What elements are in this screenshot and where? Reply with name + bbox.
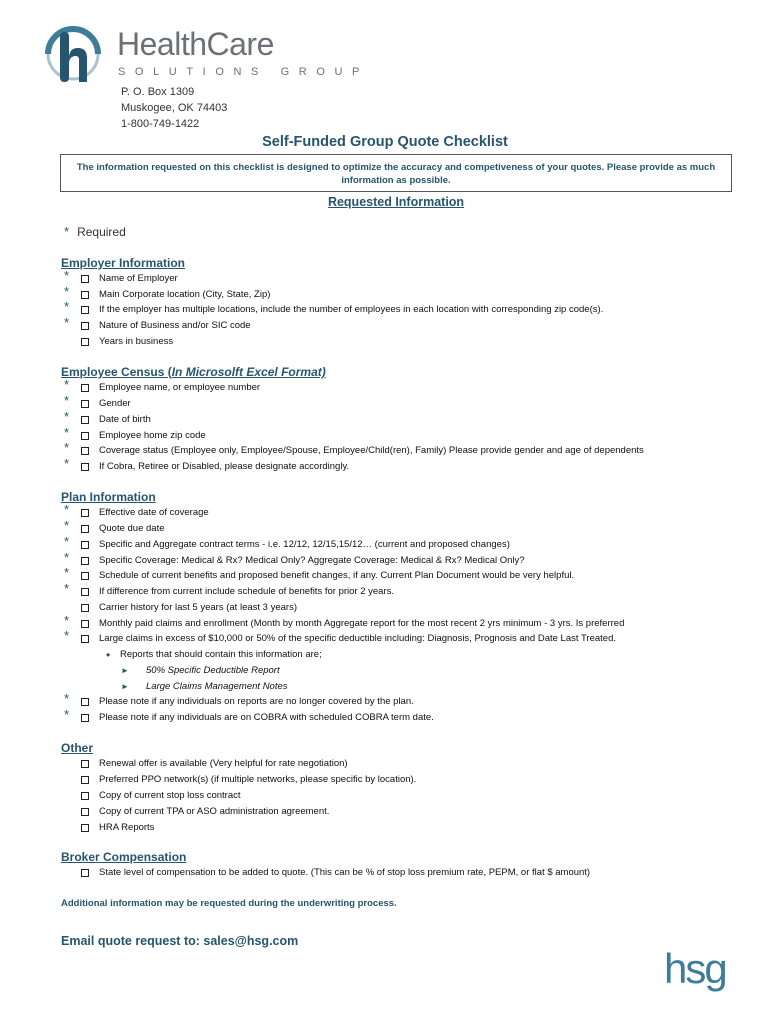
section-other: Other: [61, 741, 94, 755]
checkbox[interactable]: [81, 760, 89, 768]
checklist-item: Years in business: [0, 334, 770, 350]
checklist-item: * Specific Coverage: Medical & Rx? Medical Only? Aggregate Coverage: Medical & Rx? Medical Only?: [64, 550, 525, 566]
arrow-right-icon: ►: [121, 682, 129, 691]
checkbox[interactable]: [81, 541, 89, 549]
additional-info-note: Additional information may be requested during the underwriting process.: [61, 898, 397, 909]
checkbox[interactable]: [81, 525, 89, 533]
checklist-item: * Nature of Business and/or SIC code: [64, 315, 251, 331]
checkbox[interactable]: [81, 808, 89, 816]
required-asterisk: *: [64, 409, 70, 424]
required-asterisk: *: [64, 393, 70, 408]
checkbox[interactable]: [81, 509, 89, 517]
required-asterisk: *: [64, 691, 70, 706]
checklist-item: * Schedule of current benefits and proposed benefit changes, if any. Current Plan Document would be very helpful.: [64, 565, 575, 581]
required-asterisk: *: [64, 268, 70, 283]
checkbox[interactable]: [81, 400, 89, 408]
section-employer-information: Employer Information: [61, 256, 186, 270]
checklist-item: HRA Reports: [0, 820, 770, 836]
checklist-item: * Please note if any individuals on reports are no longer covered by the plan.: [64, 691, 414, 707]
required-asterisk: *: [64, 565, 70, 580]
checkbox[interactable]: [81, 463, 89, 471]
page-title: Self-Funded Group Quote Checklist: [262, 134, 508, 150]
required-asterisk: *: [64, 518, 70, 533]
email-request-line: Email quote request to: sales@hsg.com: [61, 934, 299, 948]
hsg-logo: hsg: [664, 945, 726, 992]
required-asterisk: *: [64, 315, 70, 330]
address-block: [121, 84, 227, 132]
required-asterisk: *: [64, 502, 70, 517]
checklist-item: * Name of Employer: [64, 268, 178, 284]
section-plan-information: Plan Information: [61, 490, 156, 504]
checkbox[interactable]: [81, 384, 89, 392]
checkbox[interactable]: [81, 291, 89, 299]
section-employee-census: Employee Census (In Microsolft Excel Format): [61, 365, 326, 379]
brand-tagline: SOLUTIONS GROUP: [118, 66, 369, 78]
checkbox[interactable]: [81, 714, 89, 722]
checklist-item: * If the employer has multiple locations, include the number of employees in each location with corresponding zip code(s).: [64, 299, 604, 315]
required-asterisk: *: [64, 425, 70, 440]
required-asterisk: *: [64, 224, 70, 239]
required-asterisk: *: [64, 707, 70, 722]
checklist-item: * Main Corporate location (City, State, Zip): [64, 284, 271, 300]
checklist-item: Preferred PPO network(s) (if multiple networks, please specific by location).: [0, 772, 770, 788]
checkbox[interactable]: [81, 588, 89, 596]
bullet-icon: •: [106, 648, 111, 662]
checkbox[interactable]: [81, 338, 89, 346]
required-asterisk: *: [64, 534, 70, 549]
checkbox[interactable]: [81, 620, 89, 628]
checklist-item: * Effective date of coverage: [64, 502, 209, 518]
address-line: P. O. Box 1309: [121, 86, 195, 98]
checklist-item: Carrier history for last 5 years (at least 3 years): [0, 600, 770, 616]
required-asterisk: *: [64, 284, 70, 299]
checkbox[interactable]: [81, 432, 89, 440]
required-asterisk: *: [64, 440, 70, 455]
required-asterisk: *: [64, 456, 70, 471]
checkbox[interactable]: [81, 824, 89, 832]
required-asterisk: *: [64, 299, 70, 314]
checklist-item: * Large claims in excess of $10,000 or 50% of the specific deductible including: Diagnosis, Prognosis and Date Last Treated.: [64, 628, 616, 644]
checklist-item: * If Cobra, Retiree or Disabled, please designate accordingly.: [64, 456, 350, 472]
checklist-item: * Coverage status (Employee only, Employee/Spouse, Employee/Child(ren), Family) Please provide gender and age of dependents: [64, 440, 644, 456]
info-box: The information requested on this checklist is designed to optimize the accuracy and competiveness of your quotes. Please provide as much information as possible.: [60, 154, 732, 192]
checklist-item: * Quote due date: [64, 518, 165, 534]
section-broker-compensation: Broker Compensation: [61, 850, 187, 864]
checklist-item: * Gender: [64, 393, 131, 409]
checklist-item: Copy of current TPA or ASO administration agreement.: [0, 804, 770, 820]
checkbox[interactable]: [81, 322, 89, 330]
required-asterisk: *: [64, 628, 70, 643]
required-label: Required: [77, 225, 126, 239]
checkbox[interactable]: [81, 557, 89, 565]
checklist-item: * Employee home zip code: [64, 425, 206, 441]
required-asterisk: *: [64, 550, 70, 565]
checkbox[interactable]: [81, 776, 89, 784]
checklist-item: Renewal offer is available (Very helpful for rate negotiation): [0, 756, 770, 772]
required-legend: [64, 224, 126, 239]
checklist-item: * Date of birth: [64, 409, 151, 425]
checkbox[interactable]: [81, 572, 89, 580]
report-item: Large Claims Management Notes: [146, 681, 288, 692]
arrow-right-icon: ►: [121, 666, 129, 675]
checkbox[interactable]: [81, 306, 89, 314]
checklist-item: * Please note if any individuals are on COBRA with scheduled COBRA term date.: [64, 707, 434, 723]
checklist-item: Copy of current stop loss contract: [0, 788, 770, 804]
brand-name: HealthCare: [117, 26, 274, 62]
report-item: 50% Specific Deductible Report: [146, 665, 280, 676]
checkbox[interactable]: [81, 869, 89, 877]
required-asterisk: *: [64, 377, 70, 392]
checkbox[interactable]: [81, 275, 89, 283]
checkbox[interactable]: [81, 604, 89, 612]
address-line: Muskogee, OK 74403: [121, 102, 228, 114]
phone-number: 1-800-749-1422: [121, 118, 200, 130]
checklist-item: State level of compensation to be added to quote. (This can be % of stop loss premium rate, PEPM, or flat $ amount): [0, 865, 770, 881]
checklist-item: * Monthly paid claims and enrollment (Month by month Aggregate report for the most recent 2 yrs minimum - 3 yrs. Is preferred: [64, 613, 625, 629]
reports-note: Reports that should contain this information are;: [120, 649, 322, 660]
checklist-item: * Employee name, or employee number: [64, 377, 261, 393]
required-asterisk: *: [64, 581, 70, 596]
requested-information-heading: Requested Information: [327, 195, 465, 209]
checkbox[interactable]: [81, 447, 89, 455]
checkbox[interactable]: [81, 698, 89, 706]
checkbox[interactable]: [81, 792, 89, 800]
checklist-item: * If difference from current include schedule of benefits for prior 2 years.: [64, 581, 395, 597]
checkbox[interactable]: [81, 635, 89, 643]
required-asterisk: *: [64, 613, 70, 628]
checklist-item: * Specific and Aggregate contract terms - i.e. 12/12, 12/15,15/12… (current and proposed changes): [64, 534, 510, 550]
checkbox[interactable]: [81, 416, 89, 424]
